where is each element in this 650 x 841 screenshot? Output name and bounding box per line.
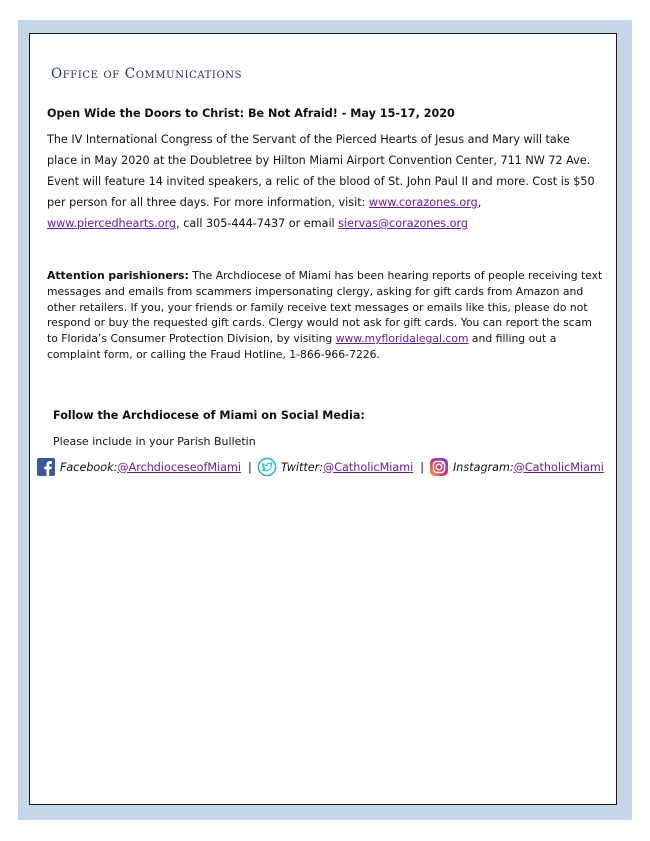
bulletin-note: Please include in your Parish Bulletin	[53, 435, 256, 448]
event-comma: ,	[477, 196, 482, 209]
separator: |	[248, 460, 252, 474]
page-frame	[18, 20, 632, 820]
event-contact-text: , call 305-444-7437 or email	[176, 217, 339, 230]
separator: |	[420, 460, 424, 474]
event-body-text: The IV International Congress of the Servant of the Pierced Hearts of Jesus and Mary will take place in May 2020 at the Doubletree by Hilton Miami Airport Convention Center, 711 NW 72 Ave. Event will feature 14 invited speakers, a relic of the blood of St. John Paul II and more. Cost is $50 per person for all three days. For more information, visit:	[47, 133, 595, 209]
alert-lead: Attention parishioners:	[47, 269, 189, 282]
scam-alert-paragraph	[47, 268, 605, 363]
facebook-handle-link[interactable]: @ArchdioceseofMiami	[117, 460, 242, 474]
alert-tail-text: and filling out a complaint form, or calling the Fraud Hotline, 1-866-966-7226.	[47, 332, 557, 361]
facebook-icon[interactable]	[36, 457, 56, 477]
instagram-icon[interactable]	[429, 457, 449, 477]
event-paragraph	[47, 129, 603, 234]
social-media-row	[36, 456, 614, 478]
corazones-link[interactable]: www.corazones.org	[368, 196, 478, 209]
event-title: Open Wide the Doors to Christ: Be Not Afraid! - May 15-17, 2020	[47, 107, 455, 120]
twitter-handle-link[interactable]: @CatholicMiami	[323, 460, 414, 474]
myfloridalegal-link[interactable]: www.myfloridalegal.com	[335, 332, 469, 346]
bulletin-page	[29, 33, 617, 805]
twitter-icon[interactable]	[257, 457, 277, 477]
instagram-handle-link[interactable]: @CatholicMiami	[513, 460, 604, 474]
alert-body-text: The Archdiocese of Miami has been hearing reports of people receiving text messages and emails from scammers impersonating clergy, asking for gift cards from Amazon and other retailers. If you, your friends or family receive text messages or emails like this, please do not respond or buy the requested gift cards. Clergy would not ask for gift cards. You can report the scam to Florida’s Consumer Protection Division, by visiting	[47, 269, 603, 346]
twitter-label: Twitter:	[280, 460, 324, 474]
social-heading: Follow the Archdiocese of Miami on Social Media:	[53, 409, 365, 422]
instagram-label: Instagram:	[452, 460, 514, 474]
office-heading: Office of Communications	[51, 66, 243, 82]
piercedhearts-link[interactable]: www.piercedhearts.org	[47, 217, 177, 230]
siervas-email-link[interactable]: siervas@corazones.org	[338, 217, 469, 230]
facebook-label: Facebook:	[60, 460, 118, 474]
